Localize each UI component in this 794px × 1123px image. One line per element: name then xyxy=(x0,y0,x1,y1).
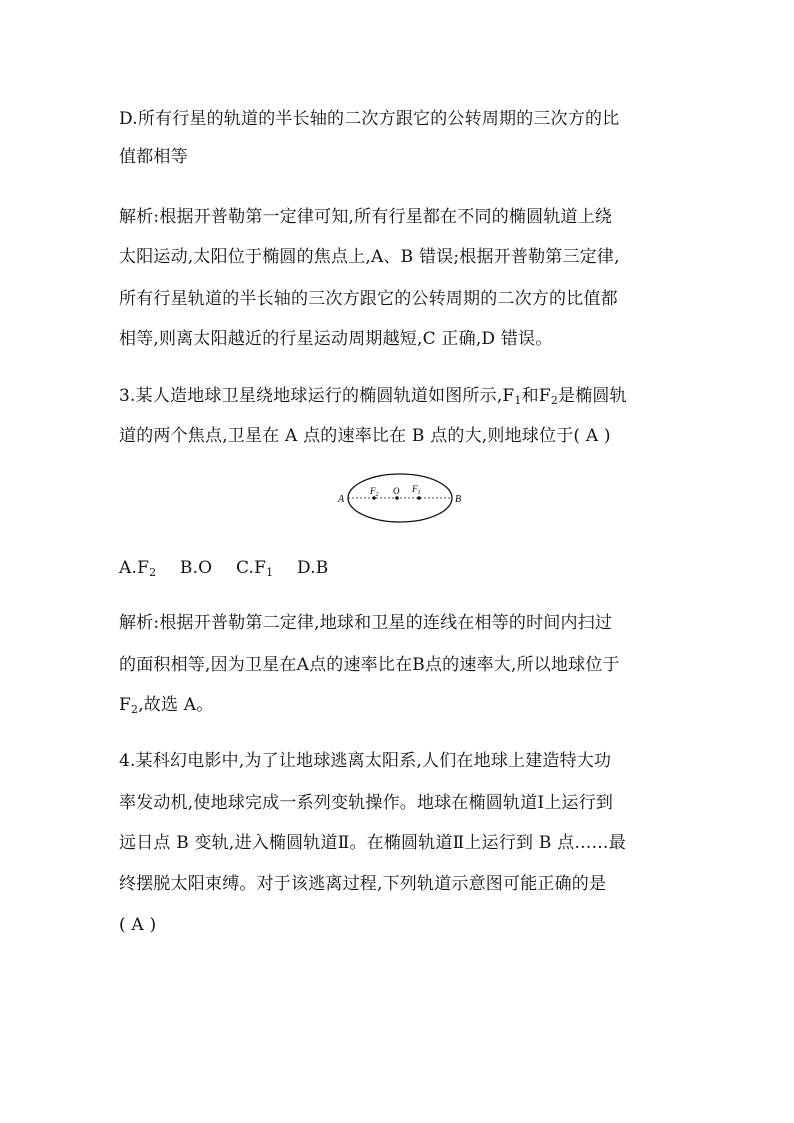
question-3-line-1 xyxy=(119,385,689,407)
solution-2-line-1: 解析:根据开普勒第二定律,地球和卫星的连线在相等的时间内扫过 xyxy=(119,613,613,633)
solution-1-line-1: 解析:根据开普勒第一定律可知,所有行星都在不同的椭圆轨道上绕 xyxy=(119,207,613,227)
question-3-choices xyxy=(119,557,689,579)
choice-a: $A.F_2$ xyxy=(119,558,157,579)
option-d-line-1: D.所有行星的轨道的半长轴的二次方跟它的公转周期的三次方的比 xyxy=(119,109,620,129)
q3-sub-2: 2 xyxy=(550,394,559,407)
question-4-line-3: 远日点 B 变轨,进入椭圆轨道Ⅱ。在椭圆轨道Ⅱ上运行到 B 点……最 xyxy=(119,833,626,853)
center-o-dot xyxy=(395,496,399,500)
q3-text-post: 是椭圆轨 xyxy=(558,386,627,406)
solution-1-line-3: 所有行星轨道的半长轴的三次方跟它的公转周期的二次方的比值都 xyxy=(119,289,618,309)
option-d-line-2: 值都相等 xyxy=(119,147,188,167)
question-3-line-2: 道的两个焦点,卫星在 A 点的速率比在 B 点的大,则地球位于( A ) xyxy=(119,426,611,446)
ellipse-orbit-diagram xyxy=(330,470,470,526)
question-4-line-4: 终摆脱太阳束缚。对于该逃离过程,下列轨道示意图可能正确的是 xyxy=(119,874,607,894)
label-b: B xyxy=(455,494,462,505)
choice-d: D.B xyxy=(296,558,329,578)
question-4-line-2: 率发动机,使地球完成一系列变轨操作。地球在椭圆轨道Ⅰ上运行到 xyxy=(119,793,614,813)
solution-2-line-3: $F_2$,故选 A。 xyxy=(119,695,214,716)
choice-c: $C.F_1$ xyxy=(235,558,274,579)
question-4-line-1: 4.某科幻电影中,为了让地球逃离太阳系,人们在地球上建造特大功 xyxy=(119,751,612,771)
solution-1-line-4: 相等,则离太阳越近的行星运动周期越短,C 正确,D 错误。 xyxy=(119,329,553,349)
label-f2: $F_2$ xyxy=(370,486,379,498)
q3-sub-1: 1 xyxy=(514,394,522,407)
question-4-answer: ( A ) xyxy=(119,915,157,935)
focus-f1-dot xyxy=(417,496,421,500)
label-o: O xyxy=(393,486,400,496)
solution-1-line-2: 太阳运动,太阳位于椭圆的焦点上,A、B 错误;根据开普勒第三定律, xyxy=(119,247,620,267)
q3-text-pre: 3.某人造地球卫星绕地球运行的椭圆轨道如图所示,F xyxy=(119,386,515,406)
q3-text-mid: 和F xyxy=(521,386,551,406)
label-a: A xyxy=(338,494,345,505)
choice-b: B.O xyxy=(179,558,213,578)
label-f1: $F_1$ xyxy=(412,484,421,496)
solution-2-line-2: 的面积相等,因为卫星在A点的速率比在B点的速率大,所以地球位于 xyxy=(119,655,620,675)
